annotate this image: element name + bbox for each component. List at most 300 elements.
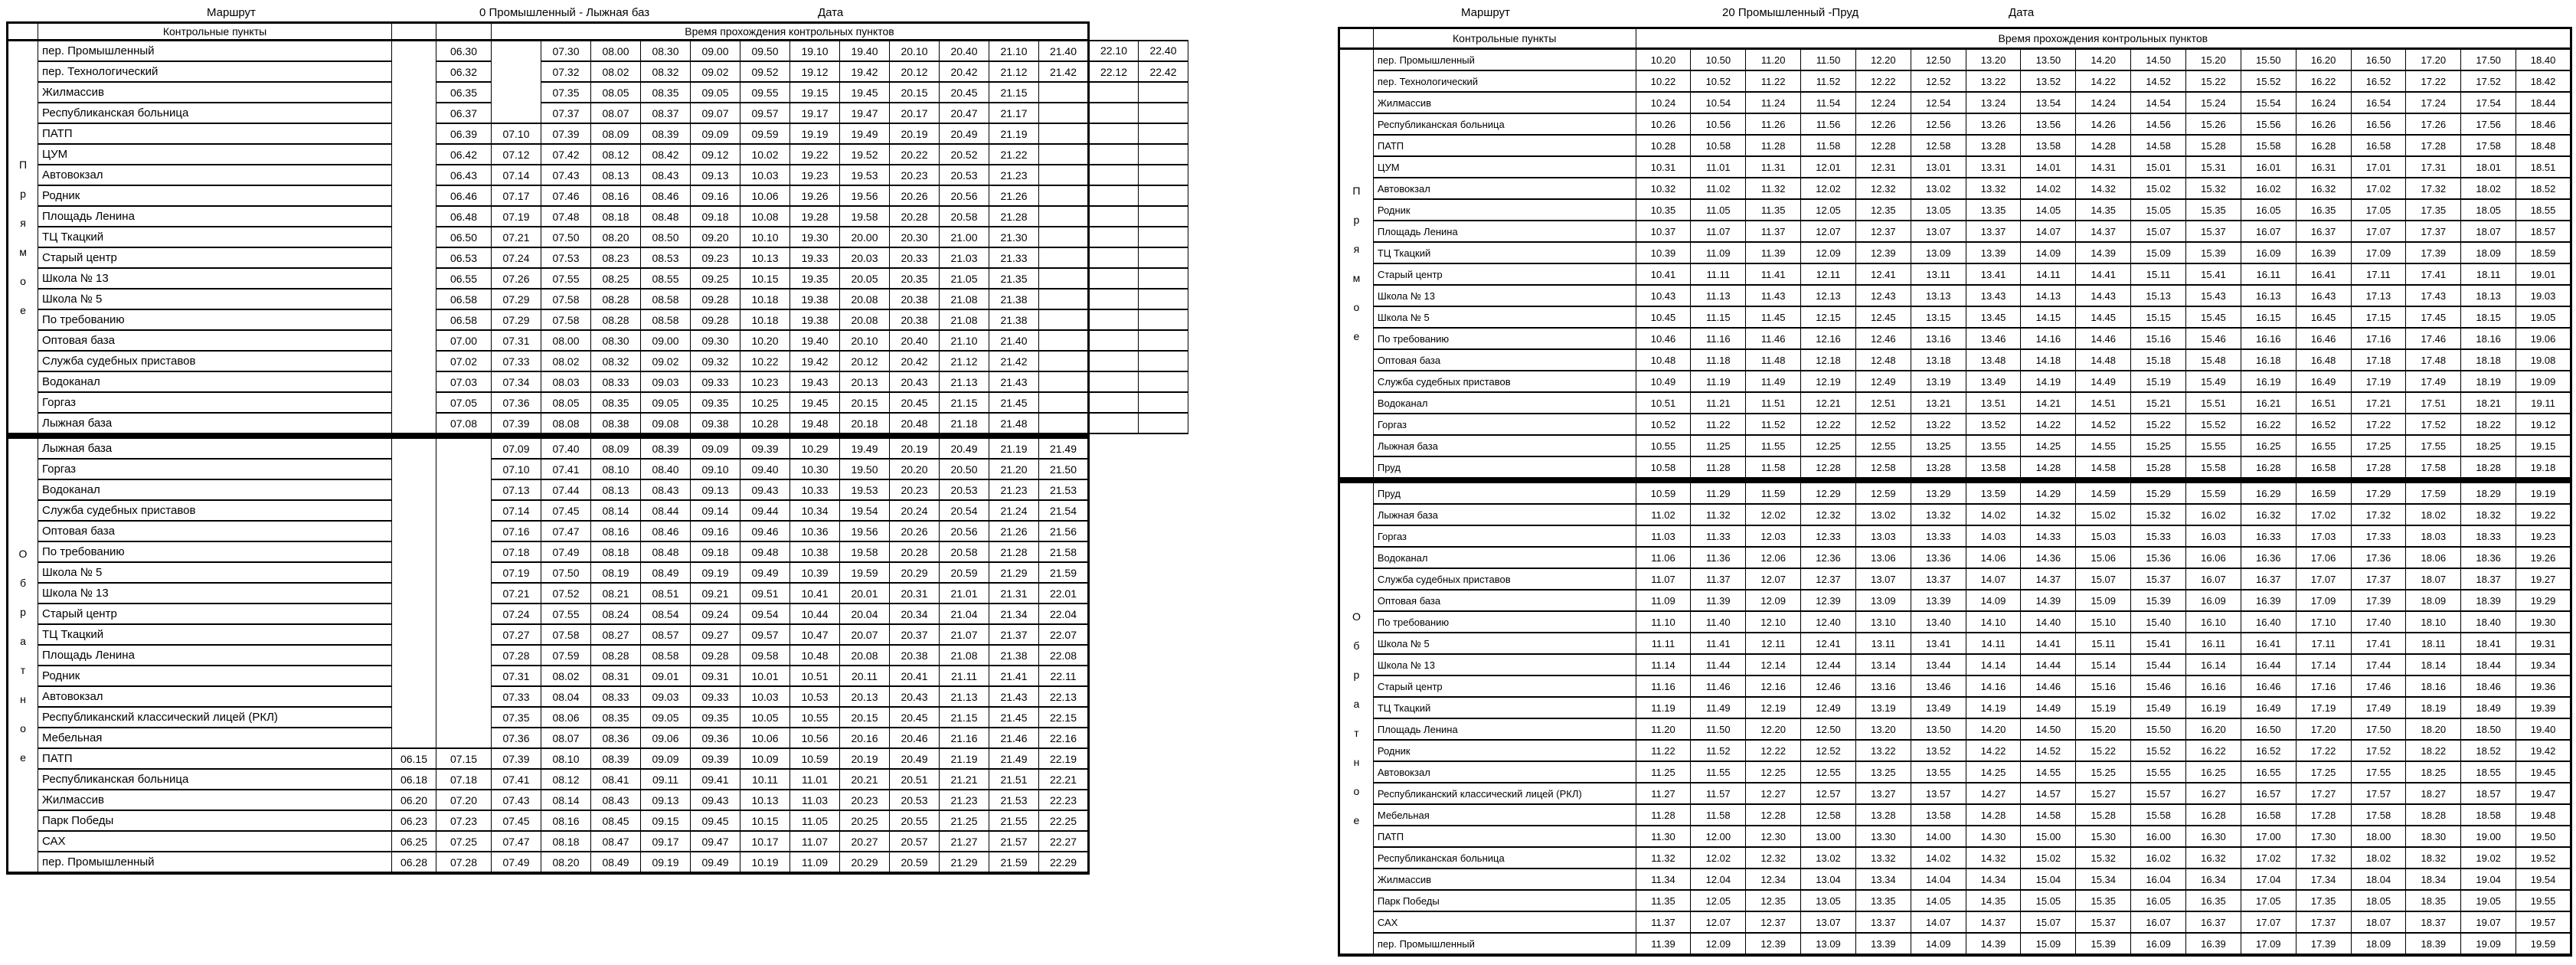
time-cell: 08.07 <box>541 728 591 748</box>
stop-name: Автовокзал <box>38 165 392 185</box>
time-cell: 17.48 <box>2406 349 2461 371</box>
time-cell: 09.03 <box>641 686 691 707</box>
time-cell: 14.39 <box>2076 242 2131 263</box>
time-cell: 22.25 <box>1039 810 1089 831</box>
time-cell: 14.50 <box>2131 49 2186 71</box>
time-cell: 16.24 <box>2296 92 2351 113</box>
time-cell: 16.46 <box>2296 328 2351 349</box>
time-cell: 18.07 <box>2406 568 2461 590</box>
time-cell: 21.13 <box>940 371 989 392</box>
time-cell: 17.06 <box>2296 547 2351 568</box>
time-cell: 12.22 <box>1855 70 1911 92</box>
stop-name: ПАТП <box>38 123 392 144</box>
time-cell: 08.39 <box>641 123 691 144</box>
time-cell: 18.32 <box>2406 847 2461 869</box>
time-cell: 09.48 <box>740 541 790 562</box>
time-cell: 13.24 <box>1966 92 2021 113</box>
time-cell: 15.04 <box>2021 869 2076 890</box>
time-cell: 06.39 <box>436 123 492 144</box>
time-cell: 07.52 <box>541 583 591 604</box>
time-cell: 11.49 <box>1746 371 1801 392</box>
time-cell: 17.37 <box>2406 221 2461 242</box>
stop-name: Площадь Ленина <box>38 645 392 666</box>
time-cell: 06.42 <box>436 144 492 165</box>
time-cell <box>1089 351 1139 371</box>
time-cell: 14.29 <box>2021 483 2076 504</box>
time-cell: 08.39 <box>641 438 691 459</box>
time-cell: 21.20 <box>989 459 1039 479</box>
time-cell: 07.34 <box>492 371 541 392</box>
time-cell: 19.06 <box>2516 328 2571 349</box>
time-cell: 12.46 <box>1855 328 1911 349</box>
time-cell: 15.37 <box>2131 568 2186 590</box>
stop-name: Республиканская больница <box>38 103 392 123</box>
time-cell: 13.30 <box>1855 826 1911 847</box>
time-cell: 20.53 <box>940 479 989 500</box>
stop-name: Горгаз <box>38 459 392 479</box>
time-cell: 18.41 <box>2461 633 2516 654</box>
time-cell: 17.54 <box>2461 92 2516 113</box>
time-cell: 12.55 <box>1855 435 1911 456</box>
time-cell: 13.25 <box>1855 761 1911 783</box>
time-cell: 11.15 <box>1691 306 1746 328</box>
time-cell: 10.49 <box>1636 371 1691 392</box>
time-cell: 09.10 <box>691 459 740 479</box>
direction-label: О б р а т н о е <box>1339 483 1374 955</box>
time-cell: 17.59 <box>2406 483 2461 504</box>
time-cell: 15.19 <box>2131 371 2186 392</box>
time-cell <box>1089 268 1139 289</box>
times-column-header: Время прохождения контрольных пунктов <box>1636 28 2571 49</box>
time-cell: 13.52 <box>1911 740 1966 761</box>
table-row <box>8 541 1188 562</box>
time-cell: 15.06 <box>2076 547 2131 568</box>
time-cell: 06.25 <box>392 831 436 852</box>
time-cell: 09.09 <box>691 438 740 459</box>
time-cell: 19.45 <box>2516 761 2571 783</box>
stop-name: Площадь Ленина <box>1373 221 1636 242</box>
time-cell: 20.43 <box>890 686 940 707</box>
time-cell: 16.04 <box>2131 869 2186 890</box>
time-cell: 13.28 <box>1966 135 2021 156</box>
time-cell: 07.58 <box>541 624 591 645</box>
time-cell: 21.35 <box>989 268 1039 289</box>
time-cell: 10.09 <box>740 748 790 769</box>
time-cell: 20.58 <box>940 541 989 562</box>
time-cell: 09.57 <box>740 103 790 123</box>
time-cell: 09.40 <box>740 459 790 479</box>
time-cell: 11.01 <box>790 769 840 790</box>
time-cell: 18.50 <box>2461 718 2516 740</box>
time-cell: 08.32 <box>641 61 691 82</box>
time-cell: 13.02 <box>1855 504 1911 525</box>
time-cell: 10.32 <box>1636 178 1691 199</box>
time-cell: 16.58 <box>2351 135 2406 156</box>
time-cell: 15.40 <box>2131 611 2186 633</box>
time-cell: 13.11 <box>1911 263 1966 285</box>
stop-name: Жилмассив <box>1373 92 1636 113</box>
time-cell: 12.57 <box>1801 783 1856 804</box>
time-cell: 07.03 <box>436 371 492 392</box>
time-cell: 19.29 <box>2516 590 2571 611</box>
time-cell: 20.15 <box>840 707 890 728</box>
time-cell: 08.48 <box>641 206 691 227</box>
time-cell: 09.35 <box>691 392 740 413</box>
time-cell: 12.49 <box>1801 697 1856 718</box>
time-cell: 20.40 <box>890 330 940 351</box>
stop-name: ТЦ Ткацкий <box>38 624 392 645</box>
time-cell: 16.28 <box>2186 804 2241 826</box>
time-cell: 15.31 <box>2186 156 2241 178</box>
time-cell: 11.09 <box>1636 590 1691 611</box>
time-cell: 09.14 <box>691 500 740 521</box>
time-cell: 13.05 <box>1911 199 1966 221</box>
time-cell: 22.19 <box>1039 748 1089 769</box>
time-cell: 09.47 <box>691 831 740 852</box>
stop-name: Водоканал <box>38 479 392 500</box>
time-cell: 10.51 <box>790 666 840 686</box>
time-cell: 08.05 <box>591 82 641 103</box>
time-cell: 20.55 <box>890 810 940 831</box>
table-row <box>8 247 1188 268</box>
time-cell: 07.29 <box>492 289 541 309</box>
time-cell: 20.38 <box>890 309 940 330</box>
time-cell: 21.15 <box>940 707 989 728</box>
time-cell: 11.51 <box>1746 392 1801 414</box>
time-cell: 07.49 <box>492 852 541 873</box>
time-cell: 20.59 <box>940 562 989 583</box>
table-row <box>1339 911 2571 933</box>
time-cell: 14.55 <box>2076 435 2131 456</box>
time-cell: 11.28 <box>1746 135 1801 156</box>
time-cell: 15.50 <box>2131 718 2186 740</box>
time-cell: 15.56 <box>2241 113 2296 135</box>
table-row <box>8 583 1188 604</box>
time-cell: 20.03 <box>840 247 890 268</box>
time-cell <box>1039 330 1089 351</box>
time-cell: 14.22 <box>2021 414 2076 435</box>
time-cell: 19.08 <box>2516 349 2571 371</box>
time-cell: 08.10 <box>541 748 591 769</box>
time-cell <box>1139 268 1188 289</box>
time-cell: 07.15 <box>436 748 492 769</box>
time-cell: 21.23 <box>989 165 1039 185</box>
time-cell: 11.28 <box>1691 456 1746 478</box>
table-row <box>8 604 1188 624</box>
time-cell <box>1089 227 1139 247</box>
time-cell: 15.11 <box>2076 633 2131 654</box>
time-cell: 08.16 <box>591 185 641 206</box>
time-cell: 13.35 <box>1966 199 2021 221</box>
table-row <box>8 371 1188 392</box>
time-cell: 13.54 <box>2021 92 2076 113</box>
time-cell: 13.48 <box>1966 349 2021 371</box>
stop-name: Оптовая база <box>38 521 392 541</box>
time-cell: 14.11 <box>1966 633 2021 654</box>
time-cell: 14.31 <box>2076 156 2131 178</box>
time-cell: 14.41 <box>2021 633 2076 654</box>
time-cell: 07.24 <box>492 247 541 268</box>
table-row <box>1339 504 2571 525</box>
time-cell: 20.31 <box>890 583 940 604</box>
time-cell: 12.05 <box>1801 199 1856 221</box>
table-row <box>8 82 1188 103</box>
time-cell: 12.28 <box>1746 804 1801 826</box>
table-row <box>8 562 1188 583</box>
time-cell: 08.38 <box>591 413 641 433</box>
time-cell: 22.07 <box>1039 624 1089 645</box>
time-cell: 18.52 <box>2516 178 2571 199</box>
table-row <box>1339 414 2571 435</box>
time-cell: 20.21 <box>840 769 890 790</box>
time-cell: 17.35 <box>2296 890 2351 911</box>
time-cell: 21.10 <box>989 41 1039 62</box>
time-cell: 08.30 <box>591 330 641 351</box>
table-row <box>1339 306 2571 328</box>
table-row <box>1339 568 2571 590</box>
time-cell: 22.21 <box>1039 769 1089 790</box>
time-cell: 08.25 <box>591 268 641 289</box>
blank-header-cell <box>436 23 492 41</box>
time-cell: 18.42 <box>2516 70 2571 92</box>
time-cell: 09.39 <box>691 748 740 769</box>
time-cell: 16.34 <box>2186 869 2241 890</box>
time-cell: 07.33 <box>492 686 541 707</box>
time-cell <box>1039 185 1089 206</box>
time-cell: 16.03 <box>2186 525 2241 547</box>
time-cell: 12.39 <box>1801 590 1856 611</box>
time-cell: 13.56 <box>2021 113 2076 135</box>
time-cell: 13.07 <box>1855 568 1911 590</box>
time-cell: 11.21 <box>1691 392 1746 414</box>
time-cell: 22.13 <box>1039 686 1089 707</box>
time-cell: 19.18 <box>2516 456 2571 478</box>
time-cell: 21.48 <box>989 413 1039 433</box>
time-cell: 11.18 <box>1691 349 1746 371</box>
time-cell: 08.00 <box>591 41 641 62</box>
time-cell: 09.28 <box>691 289 740 309</box>
time-cell: 13.39 <box>1911 590 1966 611</box>
time-cell: 11.22 <box>1746 70 1801 92</box>
time-cell: 16.31 <box>2296 156 2351 178</box>
time-cell: 12.43 <box>1855 285 1911 306</box>
time-cell: 21.28 <box>989 206 1039 227</box>
time-cell: 14.09 <box>2021 242 2076 263</box>
time-cell: 21.59 <box>989 852 1039 873</box>
time-cell: 13.22 <box>1966 70 2021 92</box>
time-cell: 10.58 <box>1691 135 1746 156</box>
time-cell: 16.37 <box>2296 221 2351 242</box>
time-cell: 20.00 <box>840 227 890 247</box>
time-cell: 18.55 <box>2516 199 2571 221</box>
time-cell: 18.01 <box>2461 156 2516 178</box>
time-cell: 11.07 <box>1691 221 1746 242</box>
time-cell: 06.30 <box>436 41 492 62</box>
time-cell: 18.28 <box>2461 456 2516 478</box>
time-cell: 12.41 <box>1801 633 1856 654</box>
table-row <box>1339 349 2571 371</box>
time-cell: 09.32 <box>691 351 740 371</box>
time-cell: 15.24 <box>2186 92 2241 113</box>
time-cell: 12.54 <box>1911 92 1966 113</box>
time-cell: 12.52 <box>1855 414 1911 435</box>
time-cell: 15.32 <box>2076 847 2131 869</box>
time-cell: 11.57 <box>1691 783 1746 804</box>
time-cell: 19.31 <box>2516 633 2571 654</box>
time-cell: 09.01 <box>641 666 691 686</box>
time-cell: 17.18 <box>2351 349 2406 371</box>
stop-name: Парк Победы <box>38 810 392 831</box>
time-cell: 15.49 <box>2186 371 2241 392</box>
time-cell: 17.32 <box>2296 847 2351 869</box>
time-cell: 21.31 <box>989 583 1039 604</box>
time-cell: 11.49 <box>1691 697 1746 718</box>
time-cell: 07.58 <box>541 309 591 330</box>
time-cell <box>1039 247 1089 268</box>
time-cell: 17.15 <box>2351 306 2406 328</box>
table-row <box>8 41 1188 62</box>
time-cell: 14.37 <box>2021 568 2076 590</box>
time-cell: 19.57 <box>2516 911 2571 933</box>
time-cell: 09.30 <box>691 330 740 351</box>
time-cell: 20.28 <box>890 541 940 562</box>
time-cell: 17.32 <box>2406 178 2461 199</box>
time-cell: 21.38 <box>989 645 1039 666</box>
stop-name: пер. Промышленный <box>1373 933 1636 955</box>
time-cell <box>1039 268 1089 289</box>
time-cell: 19.15 <box>790 82 840 103</box>
time-cell: 17.27 <box>2296 783 2351 804</box>
time-cell: 16.33 <box>2241 525 2296 547</box>
time-cell: 10.06 <box>740 728 790 748</box>
time-cell: 07.16 <box>492 521 541 541</box>
time-cell: 19.02 <box>2461 847 2516 869</box>
time-cell: 11.20 <box>1636 718 1691 740</box>
time-cell: 17.25 <box>2296 761 2351 783</box>
time-cell: 15.28 <box>2131 456 2186 478</box>
time-cell: 10.47 <box>790 624 840 645</box>
time-cell: 08.41 <box>591 769 641 790</box>
time-cell: 20.13 <box>840 371 890 392</box>
time-cell: 09.28 <box>691 645 740 666</box>
time-cell <box>1089 330 1139 351</box>
stop-name: САХ <box>1373 911 1636 933</box>
time-cell: 19.59 <box>840 562 890 583</box>
stop-name: ЦУМ <box>38 144 392 165</box>
table-row <box>8 645 1188 666</box>
time-cell: 12.11 <box>1746 633 1801 654</box>
time-cell: 19.42 <box>840 61 890 82</box>
time-cell: 07.27 <box>492 624 541 645</box>
time-cell: 16.50 <box>2351 49 2406 71</box>
time-cell: 11.52 <box>1746 414 1801 435</box>
time-cell: 16.52 <box>2296 414 2351 435</box>
time-cell: 15.48 <box>2186 349 2241 371</box>
time-cell: 14.52 <box>2076 414 2131 435</box>
time-cell: 13.09 <box>1911 242 1966 263</box>
stop-name: Площадь Ленина <box>1373 718 1636 740</box>
time-cell: 19.04 <box>2461 869 2516 890</box>
time-cell: 07.40 <box>541 438 591 459</box>
time-cell: 18.09 <box>2406 590 2461 611</box>
time-cell: 08.57 <box>641 624 691 645</box>
time-cell: 11.39 <box>1746 242 1801 263</box>
time-cell: 10.22 <box>740 351 790 371</box>
time-cell: 18.39 <box>2406 933 2461 955</box>
time-cell: 11.52 <box>1691 740 1746 761</box>
time-cell: 08.45 <box>591 810 641 831</box>
time-cell: 14.20 <box>1966 718 2021 740</box>
table-row <box>8 810 1188 831</box>
time-cell: 11.26 <box>1746 113 1801 135</box>
time-cell: 08.37 <box>641 103 691 123</box>
time-cell: 10.11 <box>740 769 790 790</box>
time-cell: 08.53 <box>641 247 691 268</box>
time-cell: 07.24 <box>492 604 541 624</box>
time-cell: 08.33 <box>591 371 641 392</box>
time-cell <box>1039 413 1089 433</box>
time-cell: 07.23 <box>436 810 492 831</box>
time-cell: 07.53 <box>541 247 591 268</box>
time-cell: 21.58 <box>1039 541 1089 562</box>
table-row <box>8 330 1188 351</box>
table-row <box>1339 49 2571 71</box>
time-cell: 13.16 <box>1855 676 1911 697</box>
time-cell: 17.01 <box>2351 156 2406 178</box>
time-cell: 09.12 <box>691 144 740 165</box>
time-cell: 10.48 <box>790 645 840 666</box>
stop-name: Республиканская больница <box>38 769 392 790</box>
time-cell: 17.51 <box>2406 392 2461 414</box>
time-cell <box>1089 82 1139 103</box>
time-cell: 09.05 <box>641 392 691 413</box>
time-cell: 12.58 <box>1801 804 1856 826</box>
time-cell: 15.25 <box>2076 761 2131 783</box>
table-row <box>8 206 1188 227</box>
time-cell: 14.14 <box>1966 654 2021 676</box>
time-cell <box>1089 103 1139 123</box>
time-cell: 14.09 <box>1966 590 2021 611</box>
time-cell: 16.54 <box>2351 92 2406 113</box>
time-cell: 21.37 <box>989 624 1039 645</box>
times-column-header: Время прохождения контрольных пунктов <box>492 23 1089 41</box>
time-cell: 11.30 <box>1636 826 1691 847</box>
time-cell: 21.34 <box>989 604 1039 624</box>
time-cell: 20.53 <box>940 165 989 185</box>
time-cell: 17.28 <box>2406 135 2461 156</box>
time-cell <box>1039 103 1089 123</box>
stop-name: Лыжная база <box>38 413 392 433</box>
time-cell: 21.38 <box>989 309 1039 330</box>
time-cell: 20.07 <box>840 624 890 645</box>
stop-name: Парк Победы <box>1373 890 1636 911</box>
time-cell: 11.32 <box>1746 178 1801 199</box>
time-cell: 06.18 <box>392 769 436 790</box>
time-cell: 15.10 <box>2076 611 2131 633</box>
time-cell: 07.21 <box>492 583 541 604</box>
time-cell: 09.05 <box>641 707 691 728</box>
time-cell: 08.50 <box>641 227 691 247</box>
time-cell: 08.47 <box>591 831 641 852</box>
time-cell: 16.45 <box>2296 306 2351 328</box>
time-cell: 16.44 <box>2241 654 2296 676</box>
time-cell: 17.22 <box>2296 740 2351 761</box>
time-cell: 20.15 <box>890 82 940 103</box>
stop-name: Автовокзал <box>38 686 392 707</box>
time-cell: 12.15 <box>1801 306 1856 328</box>
time-cell: 17.22 <box>2406 70 2461 92</box>
time-cell: 10.41 <box>790 583 840 604</box>
